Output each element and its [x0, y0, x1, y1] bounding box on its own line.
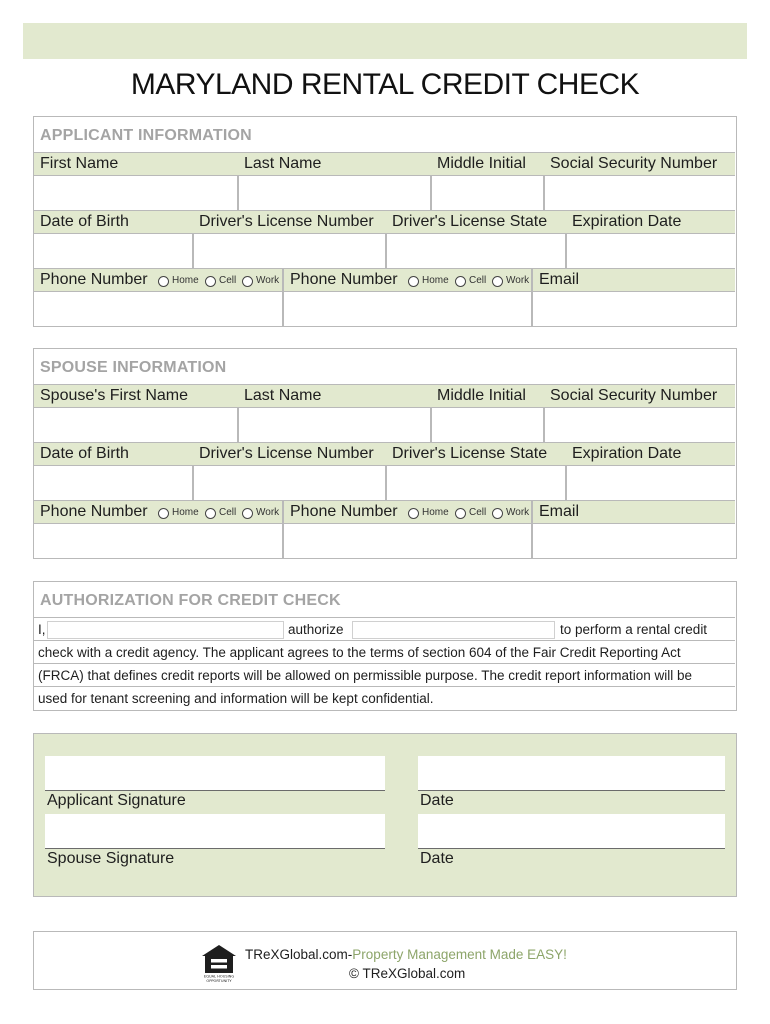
ssn-label: Social Security Number — [550, 155, 718, 172]
spouse-phone1-input[interactable] — [34, 524, 282, 559]
divider — [531, 269, 533, 292]
ssn-input[interactable] — [545, 176, 735, 211]
phone2-label: Phone Number — [290, 271, 398, 288]
section-heading: AUTHORIZATION FOR CREDIT CHECK — [40, 592, 341, 609]
first-name-label: First Name — [40, 155, 119, 172]
authorization-middle: authorize — [288, 622, 344, 637]
header-band — [23, 23, 747, 59]
equal-housing-icon — [199, 943, 239, 983]
dl-number-label: Driver's License Number — [199, 445, 374, 462]
authorization-line — [34, 617, 735, 640]
spouse-first-name-label: Spouse's First Name — [40, 387, 188, 404]
radio-label: Work — [506, 507, 530, 518]
spouse-dob-input[interactable] — [34, 466, 192, 501]
radio-label: Cell — [219, 275, 237, 286]
logo-text-bottom: OPPORTUNITY — [206, 978, 232, 983]
spouse-phone2-work-radio[interactable] — [492, 508, 503, 519]
ssn-label: Social Security Number — [550, 387, 718, 404]
input-row — [34, 291, 735, 326]
radio-label: Cell — [469, 507, 487, 518]
signature-section — [33, 733, 737, 897]
phone2-input[interactable] — [284, 292, 531, 327]
first-name-input[interactable] — [34, 176, 237, 211]
radio-label: Work — [256, 507, 280, 518]
authorization-section — [33, 581, 737, 711]
phone1-label: Phone Number — [40, 503, 148, 520]
spouse-middle-initial-input[interactable] — [432, 408, 543, 443]
footer-tagline: Property Management Made EASY! — [352, 947, 567, 962]
applicant-section — [33, 116, 737, 327]
dl-number-label: Driver's License Number — [199, 213, 374, 230]
spouse-phone2-input[interactable] — [284, 524, 531, 559]
spouse-phone1-cell-radio[interactable] — [205, 508, 216, 519]
email-label: Email — [539, 271, 580, 288]
last-name-label: Last Name — [244, 155, 322, 172]
phone2-home-radio[interactable] — [408, 276, 419, 287]
spouse-expiration-input[interactable] — [567, 466, 735, 501]
logo-text-top: EQUAL HOUSING — [203, 974, 235, 979]
label-row — [34, 384, 735, 407]
spouse-signature-label: Spouse Signature — [47, 850, 175, 867]
phone2-work-radio[interactable] — [492, 276, 503, 287]
landlord-name-input[interactable] — [352, 621, 555, 639]
phone2-label: Phone Number — [290, 503, 398, 520]
last-name-label: Last Name — [244, 387, 322, 404]
radio-label: Cell — [469, 275, 487, 286]
expiration-label: Expiration Date — [572, 213, 682, 230]
spouse-first-name-input[interactable] — [34, 408, 237, 443]
authorization-line — [34, 640, 735, 663]
spouse-dl-number-input[interactable] — [194, 466, 385, 501]
phone1-work-radio[interactable] — [242, 276, 253, 287]
spouse-date-label: Date — [420, 850, 454, 867]
phone1-home-radio[interactable] — [158, 276, 169, 287]
middle-initial-label: Middle Initial — [437, 155, 526, 172]
applicant-date-label: Date — [420, 792, 454, 809]
dl-number-input[interactable] — [194, 234, 385, 269]
spouse-phone2-home-radio[interactable] — [408, 508, 419, 519]
email-input[interactable] — [533, 292, 735, 327]
last-name-input[interactable] — [239, 176, 430, 211]
radio-label: Home — [172, 507, 199, 518]
section-heading: APPLICANT INFORMATION — [40, 127, 252, 144]
label-row — [34, 500, 735, 523]
divider — [282, 269, 284, 292]
applicant-date-field[interactable] — [418, 756, 725, 791]
radio-label: Home — [172, 275, 199, 286]
phone1-label: Phone Number — [40, 271, 148, 288]
divider — [531, 501, 533, 524]
input-row — [34, 523, 735, 558]
authorization-text: used for tenant screening and information will be kept confidential. — [38, 691, 434, 706]
spouse-phone2-cell-radio[interactable] — [455, 508, 466, 519]
spouse-phone1-work-radio[interactable] — [242, 508, 253, 519]
dl-state-input[interactable] — [387, 234, 565, 269]
label-row — [34, 268, 735, 291]
applicant-name-input[interactable] — [47, 621, 284, 639]
applicant-signature-label: Applicant Signature — [47, 792, 186, 809]
authorization-text: (FRCA) that defines credit reports will be allowed on permissible purpose. The credit report information will be — [38, 668, 693, 683]
phone1-cell-radio[interactable] — [205, 276, 216, 287]
middle-initial-label: Middle Initial — [437, 387, 526, 404]
radio-label: Home — [422, 507, 449, 518]
radio-label: Cell — [219, 507, 237, 518]
authorization-line — [34, 686, 735, 709]
input-row — [34, 465, 735, 500]
footer — [33, 931, 737, 990]
footer-copyright: © TReXGlobal.com — [349, 966, 466, 981]
input-row — [34, 233, 735, 268]
dl-state-label: Driver's License State — [392, 213, 548, 230]
spouse-section — [33, 348, 737, 559]
expiration-label: Expiration Date — [572, 445, 682, 462]
spouse-date-field[interactable] — [418, 814, 725, 849]
spouse-phone1-home-radio[interactable] — [158, 508, 169, 519]
footer-brand: TReXGlobal.com- — [245, 947, 353, 962]
label-row — [34, 442, 735, 465]
spouse-signature-field[interactable] — [45, 814, 385, 849]
input-row — [34, 407, 735, 442]
dob-label: Date of Birth — [40, 445, 129, 462]
authorization-line — [34, 663, 735, 686]
radio-label: Work — [506, 275, 530, 286]
applicant-signature-field[interactable] — [45, 756, 385, 791]
label-row — [34, 210, 735, 233]
spouse-dl-state-input[interactable] — [387, 466, 565, 501]
middle-initial-input[interactable] — [432, 176, 543, 211]
phone2-cell-radio[interactable] — [455, 276, 466, 287]
divider — [282, 501, 284, 524]
input-row — [34, 175, 735, 210]
dob-input[interactable] — [34, 234, 192, 269]
email-label: Email — [539, 503, 580, 520]
authorization-text: check with a credit agency. The applicant agrees to the terms of section 604 of the Fair Credit Reporting Act — [38, 645, 681, 660]
radio-label: Work — [256, 275, 280, 286]
authorization-suffix: to perform a rental credit — [560, 622, 708, 637]
expiration-input[interactable] — [567, 234, 735, 269]
spouse-last-name-input[interactable] — [239, 408, 430, 443]
label-row — [34, 152, 735, 175]
page-title: MARYLAND RENTAL CREDIT CHECK — [130, 68, 640, 101]
section-heading: SPOUSE INFORMATION — [40, 359, 227, 376]
spouse-ssn-input[interactable] — [545, 408, 735, 443]
phone1-input[interactable] — [34, 292, 282, 327]
footer-brand-line — [245, 947, 567, 962]
dob-label: Date of Birth — [40, 213, 129, 230]
authorization-prefix: I, — [38, 622, 46, 637]
dl-state-label: Driver's License State — [392, 445, 548, 462]
radio-label: Home — [422, 275, 449, 286]
spouse-email-input[interactable] — [533, 524, 735, 559]
